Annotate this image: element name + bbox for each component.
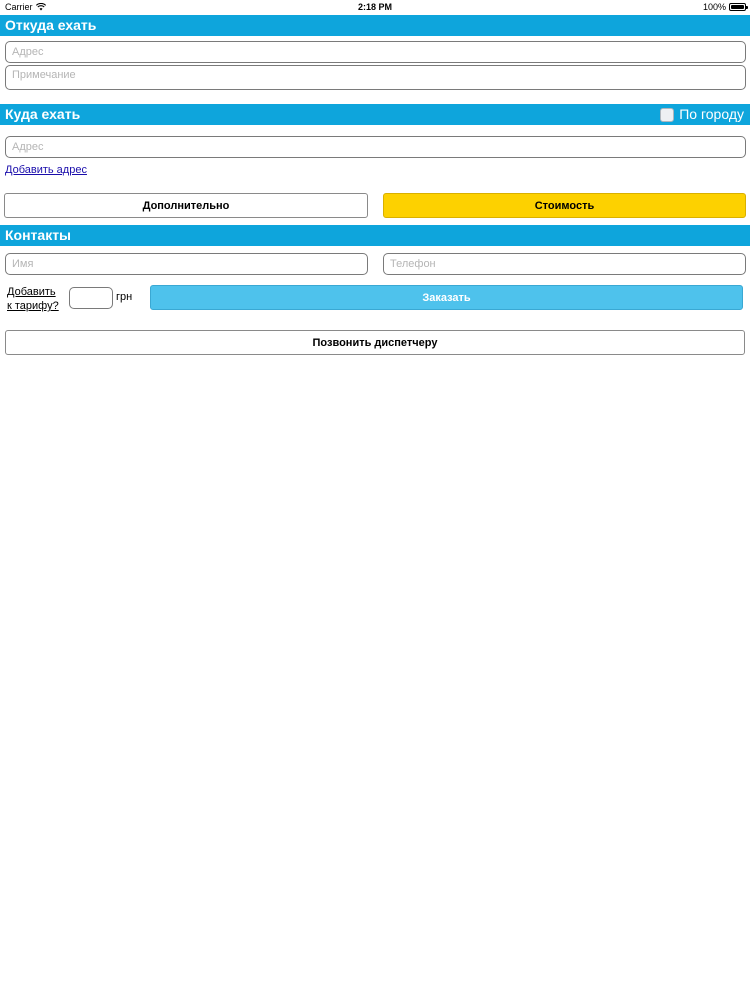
cost-button[interactable]: Стоимость (383, 193, 746, 218)
currency-label: грн (116, 291, 133, 303)
from-section-header (0, 15, 750, 36)
from-note-input[interactable] (5, 65, 746, 90)
tariff-amount-input[interactable] (69, 287, 113, 309)
order-button[interactable]: Заказать (150, 285, 743, 310)
to-section-title: Куда ехать (5, 106, 81, 122)
battery-percent: 100% (702, 2, 726, 12)
from-address-input[interactable] (5, 41, 746, 63)
city-label: По городу (679, 106, 744, 122)
status-time: 2:18 PM (357, 2, 392, 12)
battery-status (703, 2, 746, 12)
contacts-section-header (0, 225, 750, 246)
tariff-line-1: Добавить (7, 286, 56, 298)
contacts-section-title: Контакты (5, 227, 72, 243)
name-input[interactable] (5, 253, 368, 275)
carrier-label: Carrier (5, 2, 33, 12)
call-dispatcher-button[interactable]: Позвонить диспетчеру (5, 330, 745, 355)
status-bar (0, 0, 750, 14)
to-address-input[interactable] (5, 136, 746, 158)
to-section-header (0, 104, 750, 125)
from-section-title: Откуда ехать (5, 17, 97, 33)
tariff-line-2: к тарифу? (7, 300, 59, 312)
phone-input[interactable] (383, 253, 746, 275)
add-address-link[interactable]: Добавить адрес (5, 164, 87, 176)
battery-fill (731, 5, 744, 9)
city-checkbox[interactable] (660, 108, 674, 122)
battery-icon (729, 3, 746, 11)
additional-button[interactable]: Дополнительно (4, 193, 368, 218)
add-to-tariff-link[interactable] (7, 285, 59, 313)
city-toggle[interactable] (660, 104, 744, 125)
